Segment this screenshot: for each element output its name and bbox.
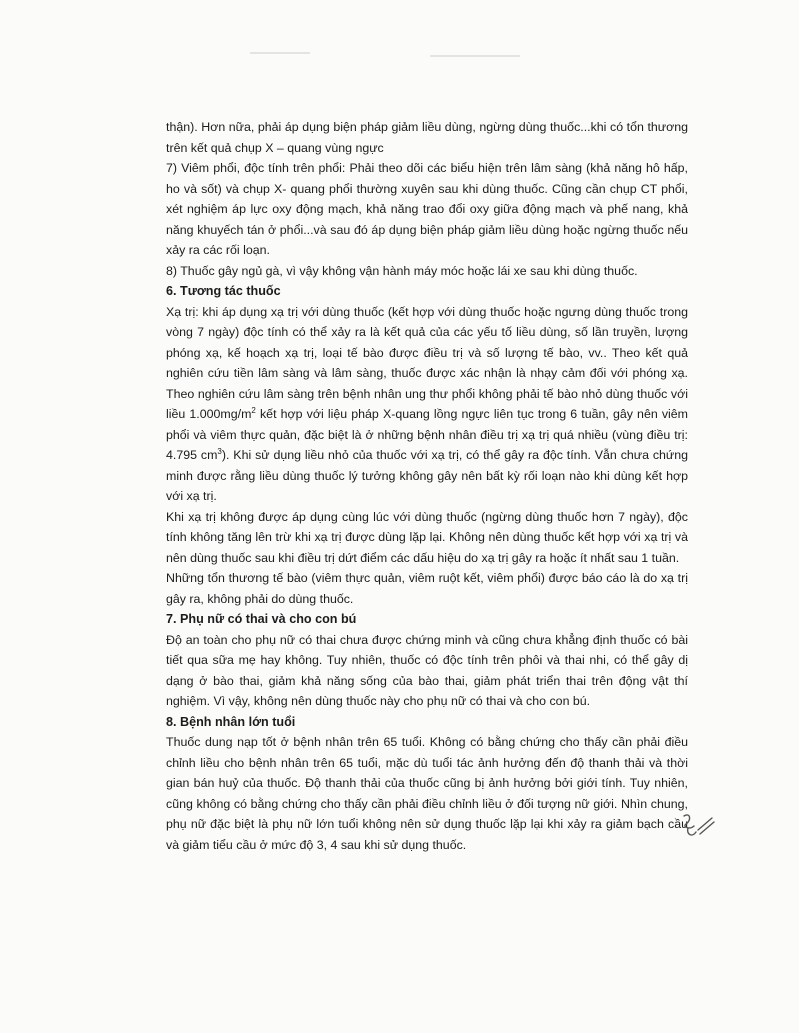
- paragraph: 8) Thuốc gây ngủ gà, vì vậy không vận hành máy móc hoặc lái xe sau khi dùng thuốc.: [166, 263, 638, 278]
- paragraph-text: ). Khi sử dụng liều nhỏ của thuốc với xạ trị, có thể gây ra độc tính. Vẫn chưa chứng minh được rằng liều dùng thuốc lý tưởng không gây nên bất kỳ rối loạn nào khi dùng kết hợp với xạ trị.: [166, 448, 688, 503]
- superscript: 2: [251, 405, 256, 415]
- paragraph-dose: [166, 302, 688, 507]
- section-heading: 6. Tương tác thuốc: [166, 284, 281, 298]
- paragraph: Độ an toàn cho phụ nữ có thai chưa được chứng minh và cũng chưa khẳng định thuốc có bài tiết qua sữa mẹ hay không. Tuy nhiên, thuốc có độc tính trên phôi và thai nhi, có thể gây dị dạng ở bào thai, giảm khả năng sống của bào thai, giảm phát triển thai trên động vật thí nghiệm. Vì vậy, không nên dùng thuốc này cho phụ nữ có thai và cho con bú.: [166, 632, 688, 708]
- paragraph-text: kết hợp với liệu pháp X-quang lồng ngực liên tục trong 6 tuần, gây nên viêm phổi và viêm thực quản, đặc biệt là ở những bệnh nhân điều trị xạ trị quá nhiều (vùng điều trị: 4.795 cm: [166, 407, 689, 462]
- superscript: 3: [217, 446, 222, 456]
- scan-artifact: [430, 55, 520, 57]
- paragraph: Khi xạ trị không được áp dụng cùng lúc với dùng thuốc (ngừng dùng thuốc hơn 7 ngày), độc tính không tăng lên trừ khi xạ trị được dùng lặp lại. Không nên dùng thuốc kết hợp với xạ trị và nên dùng thuốc sau khi điều trị dứt điểm các dấu hiệu do xạ trị gây ra hoặc ít nhất sau 1 tuần.: [166, 509, 688, 565]
- paragraph: thận). Hơn nữa, phải áp dụng biện pháp giảm liều dùng, ngừng dùng thuốc...khi có tổn thương trên kết quả chụp X – quang vùng ngực: [166, 120, 688, 155]
- paragraph: Thuốc dung nạp tốt ở bệnh nhân trên 65 tuổi. Không có bằng chứng cho thấy cần phải điều chỉnh liều cho bệnh nhân trên 65 tuổi, mặc dù tuổi tác ảnh hưởng đến độ thanh thải và thời gian bán huỷ của thuốc. Độ thanh thải của thuốc cũng bị ảnh hưởng bởi giới tính. Tuy nhiên, cũng không có bằng chứng cho thấy cần phải điều chỉnh liều ở đối tượng nữ giới. Nhìn chung, phụ nữ đặc biệt là phụ nữ lớn tuổi không nên sử dụng thuốc lặp lại khi xảy ra giảm bạch cầu và giảm tiểu cầu ở mức độ 3, 4 sau khi sử dụng thuốc.: [166, 735, 688, 852]
- section-heading: 8. Bệnh nhân lớn tuổi: [166, 714, 296, 729]
- signature-icon: [676, 810, 716, 844]
- section-heading: 7. Phụ nữ có thai và cho con bú: [166, 612, 357, 626]
- paragraph-text: Xạ trị: khi áp dụng xạ trị với dùng thuốc (kết hợp với dùng thuốc hoặc ngưng dùng thuốc trong vòng 7 ngày) độc tính có thể xảy ra là kết quả của các yếu tố liều dùng, số lần truyền, lượng phóng xạ, kế hoạch xạ trị, loại tế bào được điều trị và số lượng tế bào, vv.. Theo kết quả nghiên cứu tiền lâm sàng và lâm sàng, thuốc được xác nhận là nhạy cảm đối với phóng xạ. Theo nghiên cứu lâm sàng trên bệnh nhân ung thư phổi không phải tế bào nhỏ dùng thuốc với liều 1.000mg/m: [166, 304, 688, 421]
- scan-artifact: [250, 52, 310, 54]
- paragraph: Những tổn thương tế bào (viêm thực quản, viêm ruột kết, viêm phổi) được báo cáo là do xạ trị gây ra, không phải do dùng thuốc.: [166, 571, 688, 606]
- paragraph: 7) Viêm phổi, độc tính trên phổi: Phải theo dõi các biểu hiện trên lâm sàng (khả năng hô hấp, ho và sốt) và chụp X- quang phổi thường xuyên sau khi dùng thuốc. Cũng cần chụp CT phổi, xét nghiệm áp lực oxy động mạch, khả năng trao đổi oxy giữa động mạch và phế nang, khả năng khuyếch tán ở phổi...và sau đó áp dụng biện pháp giảm liều dùng hoặc ngừng thuốc nếu xảy ra các rối loạn.: [166, 161, 688, 257]
- document-body: [166, 117, 688, 855]
